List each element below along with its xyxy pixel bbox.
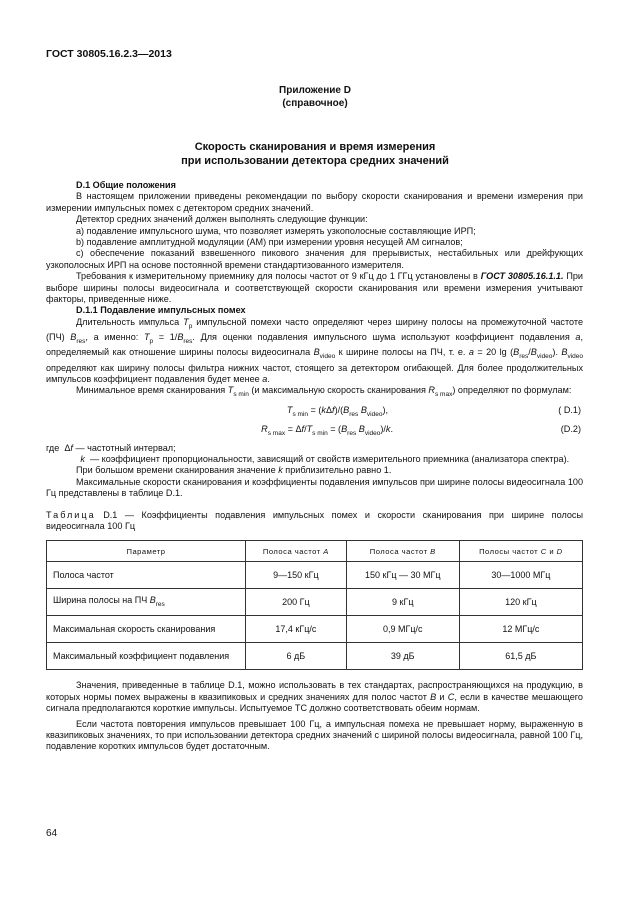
formula-d2 xyxy=(46,424,583,439)
paragraph: Детектор средних значений должен выполнять следующие функции: xyxy=(76,214,368,225)
list-item-a: а) подавление импульсного шума, что позволяет измерять узкополосные составляющие ИРП; xyxy=(76,225,476,236)
formula-d1 xyxy=(46,405,583,420)
legend-k xyxy=(46,454,583,465)
heading-d11: D.1.1 Подавление импульсных помех xyxy=(76,305,246,316)
table-cell: 39 дБ xyxy=(346,643,459,670)
caption-label: Таблица xyxy=(46,509,96,520)
table-cell: Максимальный коэффициент подавления xyxy=(47,643,246,670)
table-row xyxy=(47,589,583,616)
legend-text: — коэффициент пропорциональности, зависящий от свойств измерительного приемника (анализатора спектра). xyxy=(90,453,570,464)
column-header: Параметр xyxy=(47,541,246,562)
standard-reference-link[interactable]: ГОСТ 30805.16.1.1. xyxy=(480,271,564,282)
document-body xyxy=(46,180,583,753)
paragraph: При большом времени сканирования значение k приблизительно равно 1. xyxy=(76,465,392,476)
paragraph: Если частота повторения импульсов превышает 100 Гц, а импульсная помеха не превышает норму, выраженную в квазипиковых значениях, то при использовании детектора средних значений с шириной полосы видеосигнала, равной 100 Гц, подавление коротких импульсов будет достаточным. xyxy=(46,718,583,752)
table-cell: Полоса частот xyxy=(47,562,246,589)
text: , а именно: xyxy=(85,332,139,343)
table-cell: Максимальная скорость сканирования xyxy=(47,616,246,643)
section-title xyxy=(0,140,630,168)
caption-text: D.1 — Коэффициенты подавления импульсных помех и скорости сканирования при ширине полосы видеосигнала 100 Гц xyxy=(46,509,583,531)
paragraph: Минимальное время сканирования $T_{s min}$ (и максимальную скорость сканирования $R_{s max}$) определяют по формулам: xyxy=(76,385,572,399)
formula-expression: $T_{s min} = (k\Delta f)/(B_{res}$ $B_{video}$), xyxy=(286,404,388,418)
text: При выборе ширины полосы видеосигнала и соответствующей скорости сканирования или времени измерения учитывают факторы, приведенные ниже. xyxy=(46,271,583,305)
annex-title: Приложение D xyxy=(279,85,351,96)
table-cell: 200 Гц xyxy=(246,589,347,616)
page-number: 64 xyxy=(46,828,58,839)
paragraph: Значения, приведенные в таблице D.1, можно использовать в тех стандартах, распространяющихся на продукцию, в которых нормы помех выражены в квазипиковых и средних значениях для полос частот B и C, если в качестве мешающего сигнала предполагаются короткие импульсы. Испытуемое ТС должно соответствовать обеим нормам. xyxy=(46,680,583,714)
table-row xyxy=(47,643,583,670)
table-cell: 30—1000 МГц xyxy=(459,562,582,589)
legend-key: где Δf xyxy=(46,442,73,453)
table-cell: 9 кГц xyxy=(346,589,459,616)
title-line-2: при использовании детектора средних значений xyxy=(181,155,449,167)
formula-number: ( D.1) xyxy=(558,404,581,415)
table-row xyxy=(47,616,583,643)
title-line-1: Скорость сканирования и время измерения xyxy=(194,141,436,153)
list-item-b: b) подавление амплитудной модуляции (АМ) при измерении уровня несущей АМ сигналов; xyxy=(76,237,463,248)
text: . Для оценки подавления импульсного шума используют коэффициент подавления xyxy=(192,332,570,343)
table-cell: 17,4 кГц/с xyxy=(246,616,347,643)
document-id: ГОСТ 30805.16.2.3—2013 xyxy=(46,48,172,60)
annex-heading xyxy=(0,84,630,110)
text: к ширине полосы на ПЧ, т. е. xyxy=(338,347,466,358)
paragraph: Максимальные скорости сканирования и коэффициенты подавления импульсов при ширине полосы видеосигнала 100 Гц представлены в таблице D.1. xyxy=(46,476,583,499)
legend-text: — частотный интервал; xyxy=(75,442,176,453)
paragraph xyxy=(46,271,583,305)
list-item-c: с) обеспечение показаний взвешенного пикового значения для прерывистых, нестабильных или дрейфующих узкополосных ИРП на основе постоянной времени стандартизованного измерителя. xyxy=(46,248,583,270)
text: Требования к измерительному приемнику для полосы частот от 9 кГц до 1 ГГц установлены в xyxy=(76,271,478,282)
paragraph: В настоящем приложении приведены рекомендации по выбору скорости сканирования и времени измерения при измерении импульсных помех с детектором средних значений. xyxy=(46,191,583,213)
data-table xyxy=(46,540,583,670)
legend-key: k xyxy=(80,453,85,464)
table-row xyxy=(47,562,583,589)
table-cell: 12 МГц/с xyxy=(459,616,582,643)
text: импульсной помехи часто определяют через ширину полосы на промежуточной частоте (ПЧ) xyxy=(46,316,584,343)
text: = 20 lg ( xyxy=(477,347,514,358)
formula-number: (D.2) xyxy=(560,423,581,434)
table-cell: 6 дБ xyxy=(246,643,347,670)
text: Длительность импульса xyxy=(76,316,180,327)
table-cell: Ширина полосы на ПЧ $B_{res}$ xyxy=(47,589,246,616)
column-header: Полоса частот A xyxy=(246,541,347,562)
legend-delta-f xyxy=(46,443,583,454)
column-header: Полоса частот B xyxy=(346,541,459,562)
table-caption xyxy=(46,510,583,533)
formula-expression: $R_{s max} = \Delta f/T_{s min} = (B_{res}$ $B_{video})/k$. xyxy=(261,423,393,437)
table-cell: 120 кГц xyxy=(459,589,582,616)
heading-d1: D.1 Общие положения xyxy=(76,180,176,190)
table-header-row xyxy=(47,541,583,562)
table-cell: 0,9 МГц/с xyxy=(346,616,459,643)
text: , определяемый как отношение ширины полосы видеосигнала xyxy=(46,332,584,358)
table-cell: 61,5 дБ xyxy=(459,643,582,670)
table-cell: 9—150 кГц xyxy=(246,562,347,589)
paragraph: Длительность импульса $T_p$ импульсной помехи часто определяют через ширину полосы на промежуточной частоте (ПЧ) $B_{res}$, а именно: $T_p = 1/B_{res}$. Для оценки подавления импульсного шума используют коэффициент подавления a, определяемый как отношение ширины полосы видеосигнала $B_{video}$ к ширине полосы на ПЧ, т. е. a = 20 $\lg (B_{res}/B_{video})$. $B_{video}$ определяют как ширину полосы фильтра нижних частот, стоящего за детектором огибающей. Для более продолжительных импульсов коэффициент подавления будет менее a. xyxy=(46,316,584,384)
column-header: Полосы частот C и D xyxy=(459,541,582,562)
text: определяют как ширину полосы фильтра нижних частот, стоящего за детектором огибающей. Для более продолжительных импульсов коэффициент подавления будет менее xyxy=(46,362,583,384)
annex-status: (справочное) xyxy=(282,98,348,109)
table-cell: 150 кГц — 30 МГц xyxy=(346,562,459,589)
